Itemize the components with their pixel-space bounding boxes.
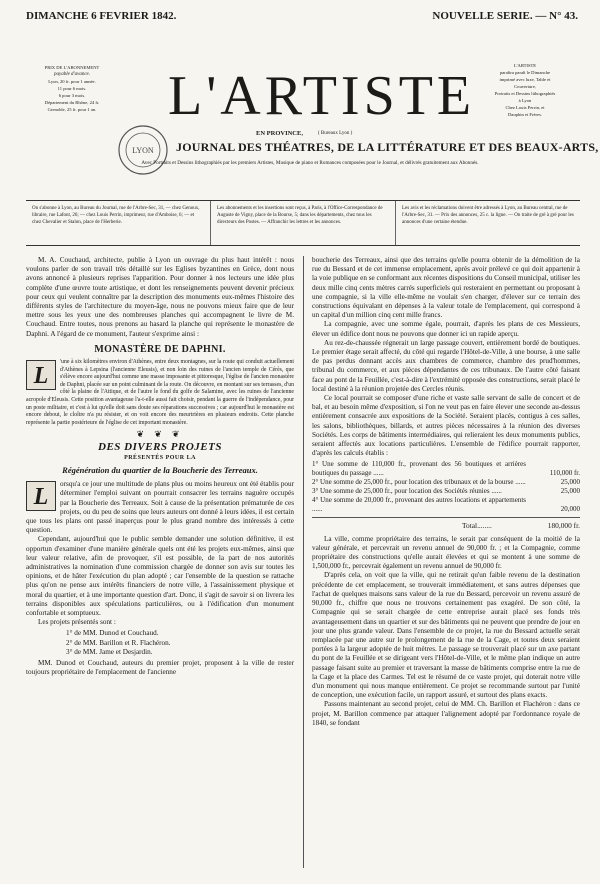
revenue-amount: 25,000 <box>560 487 580 496</box>
issue-series: NOUVELLE SERIE. — N° 43. <box>432 10 578 22</box>
total-label: Total........ <box>462 521 492 531</box>
total-row <box>312 521 580 530</box>
publication-info-block <box>470 62 580 118</box>
info-col-lyon: On s'abonne à Lyon, au Bureau du Journal, rue de l'Arbre-Sec, 31, — chez Genoux, libraire, rue Lafont, 26; — chez Louis Perrin, imprimeur, rue d'Amboise, 6; — et chez Chevalier et Stalon, place de l'Herberie. <box>32 206 200 225</box>
masthead-tagline: Avec Portraits et Dessins lithographiés par les premiers Artistes, Musique de piano et Romances composées pour le Journal, et délivrés gratuitement aux Abonnés. <box>141 160 479 166</box>
total-rule <box>312 517 580 518</box>
pub-line: Couverture, <box>514 84 536 89</box>
subscription-price-block <box>26 64 118 113</box>
info-col-paris: Les abonnements et les insertions sont reçus, à Paris, à l'Office-Correspondance de Auguste de Vigny, place de la Bourse, 5; dans les départements, chez tous les directeurs des Postes. — Affranchir les lettres et les annonces. <box>210 201 395 245</box>
pub-line: Portraits et Dessins lithographiés <box>494 91 556 96</box>
dropcap-ornament <box>26 360 56 390</box>
subscription-info-box <box>26 200 580 246</box>
paragraph: boucherie des Terreaux, ainsi que des terrains qu'elle pourra obtenir de la démolition de la rue du Bessard et de cet immense emplacement, après avoir prélevé ce qui doit appartenir à la voie publique en se conformant aux récentes dispositions du Conseil municipal, utiliser les deux mille cinq cents mètres carrés superficiels qui resteraient en permettant ou proposant à une compagnie, si la ville elle-même ne voulait s'en charger, d'élever sur ce terrain des constructions équivalant en dépenses à la valeur totale de l'emplacement, qui correspond à un capital d'un million cinq cent mille francs. <box>312 256 580 320</box>
monastery-section <box>26 359 294 427</box>
revenue-amount: 110,000 fr. <box>549 469 580 478</box>
projects-list <box>26 629 294 657</box>
price-subheading: payable d'avance. <box>53 72 91 77</box>
list-item: 2° de MM. Barillon et R. Flachéron. <box>66 638 171 647</box>
masthead-subtitle: JOURNAL DES THÉATRES, DE LA LITTÉRATURE ET DES BEAUX-ARTS, <box>176 140 599 154</box>
projects-intro-section <box>26 480 294 535</box>
column-divider <box>303 256 304 868</box>
paragraph: Ce local pourrait se composer d'une riche et vaste salle servant de salle de concert et de bal, et au besoin même d'exposition, si l'on ne veut pas en faire élever une seconde au-dessus entièrement consacrée aux expositions de la Société. Seraient placés, contigus à ces salles, les salons, bibliothèques, billards, et autres pièces nécessaires à la réunion des diverses Sociétés. Les corps de bâtiments intermédiaires, qui relieraient les deux monuments publics, seraient affectés aux locations particulières. L'ensemble de l'édifice pourrait rapporter, d'après les calculs établis : <box>312 394 580 458</box>
revenue-amount: 20,000 <box>560 505 580 514</box>
pub-line: à Lyon <box>518 98 532 103</box>
top-line <box>26 8 578 24</box>
monastery-paragraph: 'une à six kilomètres environ d'Athènes, entre deux montagnes, sur la route qui conduit actuellement d'Athènes à Lepsina (l'ancienne Eleusis), et non loin des ruines de l'ancien temple de Cérès, que s'élève encore aujourd'hui comme une masse imposante et pittoresque, l'église de l'ancien monastère de Daphni, placée sur un point culminant de la route. On découvre, en montant sur ses terrasses, d'un côté la plaine de l'Attique, et de l'autre le fond du golfe de Salamine, avec les ruines de l'ancienne acropole d'Eleusis. Cette position avantageuse l'a-t-elle aussi fait choisir, pendant la guerre de l'indépendance, pour un poste militaire, et c'est à lui qu'elle doit sans doute ses réparations successives ; car aujourd'hui le monastère est encore debout, le cloître n'a pu résister, et on voit encore des meurtrières en plusieurs endroits. Cette planche représente la partie postérieure de l'église de cet important monastère. <box>26 359 294 426</box>
price-line: Lyon, 20 fr. pour 1 année. <box>48 79 96 84</box>
dropcap-letter: L <box>33 363 49 390</box>
projects-heading: DES DIVERS PROJETS <box>98 440 222 453</box>
list-item: 3° de MM. Jame et Desjardin. <box>66 647 153 656</box>
left-column <box>26 256 294 677</box>
issue-date: DIMANCHE 6 FEVRIER 1842. <box>26 10 177 22</box>
projects-intro-paragraph: orsqu'a ce jour une multitude de plans plus ou moins heureux ont été établis pour déterminer l'emploi suivant on pourrait consacrer les terrains naguère occupés par la Boucherie des Terreaux. Soit à cause de la présentation prématurée de ces projets, ou du peu de soins que leurs auteurs ont donné à leurs idées, il est certain que tous les plans ont passé inaperçus pour le plus grand nombre des intéressés à cette question. <box>26 480 294 535</box>
pub-line: paraîtra paraît le Dimanche <box>499 70 551 75</box>
dropcap-ornament <box>26 481 56 511</box>
price-line: Grenoble, 25 fr. pour 1 an. <box>47 107 97 112</box>
price-heading: PRIX DE L'ABONNEMENT <box>44 65 100 70</box>
projects-subject: Régénération du quartier de la Boucherie des Terreaux. <box>62 464 258 475</box>
intro-paragraph: M. A. Couchaud, architecte, publie à Lyon un ouvrage du plus haut intérêt : nous voulons parler de son travail très détaillé sur les Eglises byzantines en Grèce, dont nous avons annoncé à plusieurs reprises l'apparition. Pour donner à nos lecteurs une idée plus complète d'une œuvre toute artistique, et dont les renseignements peuvent devenir précieux pour ceux qui veulent connaître par la description des monuments eux-mêmes l'histoire des différents styles de l'architecture du moyen-âge, nous ne pouvons mieux faire que de leur mettre sous les yeux une des nombreuses planches qui accompagnent le livre de M. Couchaud. Entre toutes, nous prenons au hasard la planche qui représente le monastère de Daphni. A l'égard de ce monument, l'auteur s'exprime ainsi : <box>26 256 294 338</box>
projects-list-intro: Les projets présentés sont : <box>38 618 116 627</box>
info-col-notices: Les avis et les réclamations doivent être adressés à Lyon, au Bureau central, rue de l'Arbre-Sec, 31. — Prix des annonces, 25 c. la ligne. — On traite de gré à gré pour les annonces d'une certaine étendue. <box>395 201 580 245</box>
projects-subheading: PRÉSENTÉS POUR LA <box>124 454 196 461</box>
paragraph: La compagnie, avec une somme égale, pourrait, d'après les plans de ces Messieurs, élever un édifice dont nous ne pouvons que donner ici un rapide aperçu. <box>312 320 580 338</box>
table-row <box>312 478 580 487</box>
revenue-label: 2° Une somme de 25,000 fr., pour location des tribunaux et de la bourse ...... <box>312 478 526 487</box>
price-line: Département du Rhône, 24 fr. <box>44 100 100 105</box>
pub-line: Chez Louis Perrin, et <box>505 105 545 110</box>
postal-stamp-icon <box>113 120 173 180</box>
price-line: 6 pour 3 mois. <box>58 93 86 98</box>
revenue-label: 1° Une somme de 110,000 fr., provenant des 56 boutiques et arrières boutiques du passage ...... <box>312 460 526 478</box>
revenue-label: 3° Une somme de 25,000 fr., pour location des Sociétés réunies ...... <box>312 487 502 496</box>
revenue-table <box>312 460 580 514</box>
list-item: 1° de MM. Dunod et Couchaud. <box>66 629 159 638</box>
paragraph: D'après cela, on voit que la ville, qui ne retirait qu'un faible revenu de la destination précédente de cet emplacement, se trouverait immédiatement, et sans autres dépenses que l'achat de quelques maisons sans valeur de la rue du Bessard, percevoir un revenu assuré de 90,000 fr., chiffre que nous ne trouvons certainement pas exagéré. De son côté, la Compagnie qui se serait chargée de cette entreprise aurait placé ses fonds très avantageusement dans un quartier et sur des bâtiments qui ne peuvent que prendre de jour en jour une plus grande valeur. Dans l'ensemble de ce projet, la rue du Bessard actuelle serait remplacée par une autre sur le prolongement de la rue de la Cage, et toutes deux seraient portées à la largeur adoptée de huit mètres. Le passage se trouverait placé sur un axe partant du pont de la Feuillée et se dirigeant vers l'Hôtel-de-Ville, et le même plan indique un autre passage faisant suite au premier et traversant la masse de bâtiments comprise entre la rue de la Cage et la place des Carmes. Tel est le résumé de ce vaste projet, qui doterait notre ville d'un monument qui nous manque entièrement. Ce projet se recommande surtout par l'unité de conception, une exécution facile, un rapport assuré, et surtout des plans exacts. <box>312 571 580 700</box>
closing-paragraph: MM. Dunod et Couchaud, auteurs du premier projet, proposent à la ville de rester toujours propriétaire de l'emplacement de l'ancienne <box>26 659 294 677</box>
pub-line: imprimé avec luxe, Table et <box>499 77 551 82</box>
province-label: EN PROVINCE, <box>256 130 303 137</box>
total-amount: 180,000 fr. <box>547 521 580 531</box>
revenue-label: 4° Une somme de 20,000 fr., provenant des autres locations et appartements ...... <box>312 496 526 514</box>
dropcap-letter: L <box>33 484 49 511</box>
paragraph: Au rez-de-chaussée régnerait un large passage couvert, entièrement bordé de boutiques. Le premier étage serait affecté, du côté qui regarde l'Hôtel-de-Ville, à une bourse, à une salle de pas perdus donnant accès aux chambres de commerce, chambre des prud'hommes, tribunal du commerce, et aux pièces dépendantes de ces tribunaux. De l'autre côté faisant face au pont de la Feuillée, c'est-à-dire à l'extrémité opposée des constructions, serait placé le local destiné à la réunion projetée des Cercles réunis. <box>312 338 581 393</box>
table-row <box>312 487 580 496</box>
right-column <box>312 256 580 728</box>
paragraph: La ville, comme propriétaire des terrains, le serait par conséquent de la moitié de la valeur générale, et percevrait un revenu annuel de 90,000 fr. ; et la Compagnie, comme propriétaire des constructions qu'elle aurait élevées et qui se montent à une somme de 1,500,000 fr., percevrait également un revenu annuel de 90,000 fr. <box>312 534 580 571</box>
projects-body-paragraph: Cependant, aujourd'hui que le public semble demander une solution définitive, il est opportun d'examiner d'une manière générale quels ont été les projets eux-mêmes, ainsi que leur valeur relative, afin de provoquer, s'il est possible, de la part de nos autorités administratives la nomination d'une commission chargée de donner son avis sur toutes les opinions, et de hâter l'exécution du plan adopté ; car l'ensemble de la question se rattache plus qu'on ne pense aux intérêts financiers de notre ville, à l'assainissement physique et moral du quartier, et à une importante question d'art. Donc, il s'agit de savoir si on livrera les terrains disponibles aux spéculations particulières, ou à l'édification d'un monument confortable et somptueux. <box>26 535 294 618</box>
article-body <box>26 256 580 876</box>
monastery-heading: MONASTÈRE DE DAPHNI. <box>94 343 226 355</box>
masthead-title: L'ARTISTE <box>168 65 476 127</box>
table-row <box>312 460 580 478</box>
pub-heading: L'ARTISTE <box>513 63 537 68</box>
revenue-amount: 25,000 <box>560 478 580 487</box>
paragraph: Passons maintenant au second projet, celui de MM. Ch. Barillon et Flachéron : dans ce projet, M. Barillon commence par attaquer l'alignement adopté par l'ordonnance royale de 1840, se fondant <box>312 700 580 727</box>
pub-line: Dauphin et Frères. <box>507 112 543 117</box>
price-line: 11 pour 6 mois. <box>57 86 87 91</box>
stamp-text: LYON <box>132 146 154 155</box>
section-ornament: ❦ ❦ ❦ <box>136 429 184 440</box>
table-row <box>312 496 580 514</box>
bureau-label: ( Bureaux Lyon ) <box>318 131 353 136</box>
